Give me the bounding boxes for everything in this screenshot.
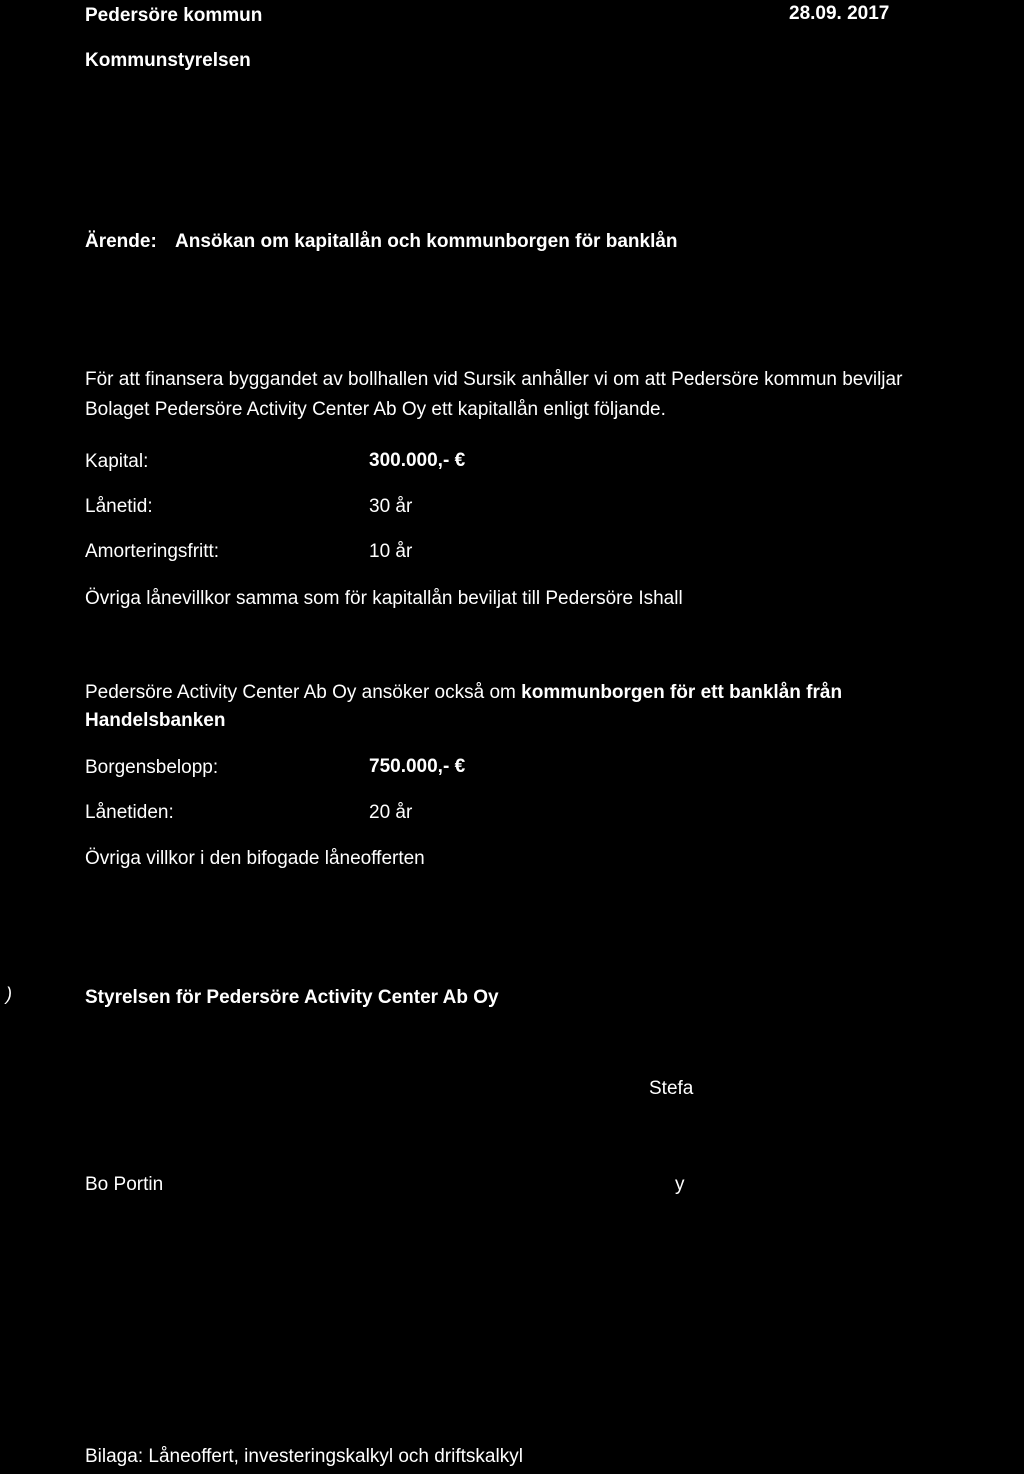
capital-label: Kapital:	[85, 451, 149, 472]
intro-line-1: För att finansera byggandet av bollhallen vid Sursik anhåller vi om att Pedersöre kommun beviljar	[85, 369, 903, 390]
subject-label: Ärende:	[85, 231, 157, 252]
board-signature-line: Styrelsen för Pedersöre Activity Center Ab Oy	[85, 987, 499, 1008]
guarantee-other-terms: Övriga villkor i den bifogade låneofferten	[85, 848, 425, 869]
signer-left: Bo Portin	[85, 1174, 164, 1195]
guarantee-amount-value: 750.000,- €	[369, 756, 466, 777]
organization-name: Pedersöre kommun	[85, 5, 263, 26]
capital-value: 300.000,- €	[369, 450, 466, 471]
signer-right-bottom: y	[675, 1174, 685, 1195]
grace-period-value: 10 år	[369, 541, 413, 562]
guarantee-term-value: 20 år	[369, 802, 413, 823]
loan-other-terms: Övriga lånevillkor samma som för kapitallån beviljat till Pedersöre Ishall	[85, 588, 683, 609]
guarantee-intro-plain: Pedersöre Activity Center Ab Oy ansöker också om	[85, 682, 522, 703]
loan-term-label: Lånetid:	[85, 496, 153, 517]
intro-line-2: Bolaget Pedersöre Activity Center Ab Oy ett kapitallån enligt följande.	[85, 399, 666, 420]
guarantee-intro-bold: kommunborgen för ett banklån från	[521, 682, 843, 703]
guarantee-bank-name: Handelsbanken	[85, 710, 226, 731]
guarantee-term-label: Lånetiden:	[85, 802, 174, 823]
loan-term-value: 30 år	[369, 496, 413, 517]
guarantee-intro	[85, 683, 842, 702]
guarantee-amount-label: Borgensbelopp:	[85, 757, 219, 778]
subject-text: Ansökan om kapitallån och kommunborgen för banklån	[175, 231, 678, 252]
attachment-line: Bilaga: Låneoffert, investeringskalkyl och driftskalkyl	[85, 1446, 523, 1467]
grace-period-label: Amorteringsfritt:	[85, 541, 220, 562]
margin-mark: )	[6, 984, 12, 1004]
document-date: 28.09. 2017	[789, 3, 890, 24]
recipient: Kommunstyrelsen	[85, 50, 251, 71]
signer-right-top: Stefa	[649, 1078, 694, 1099]
